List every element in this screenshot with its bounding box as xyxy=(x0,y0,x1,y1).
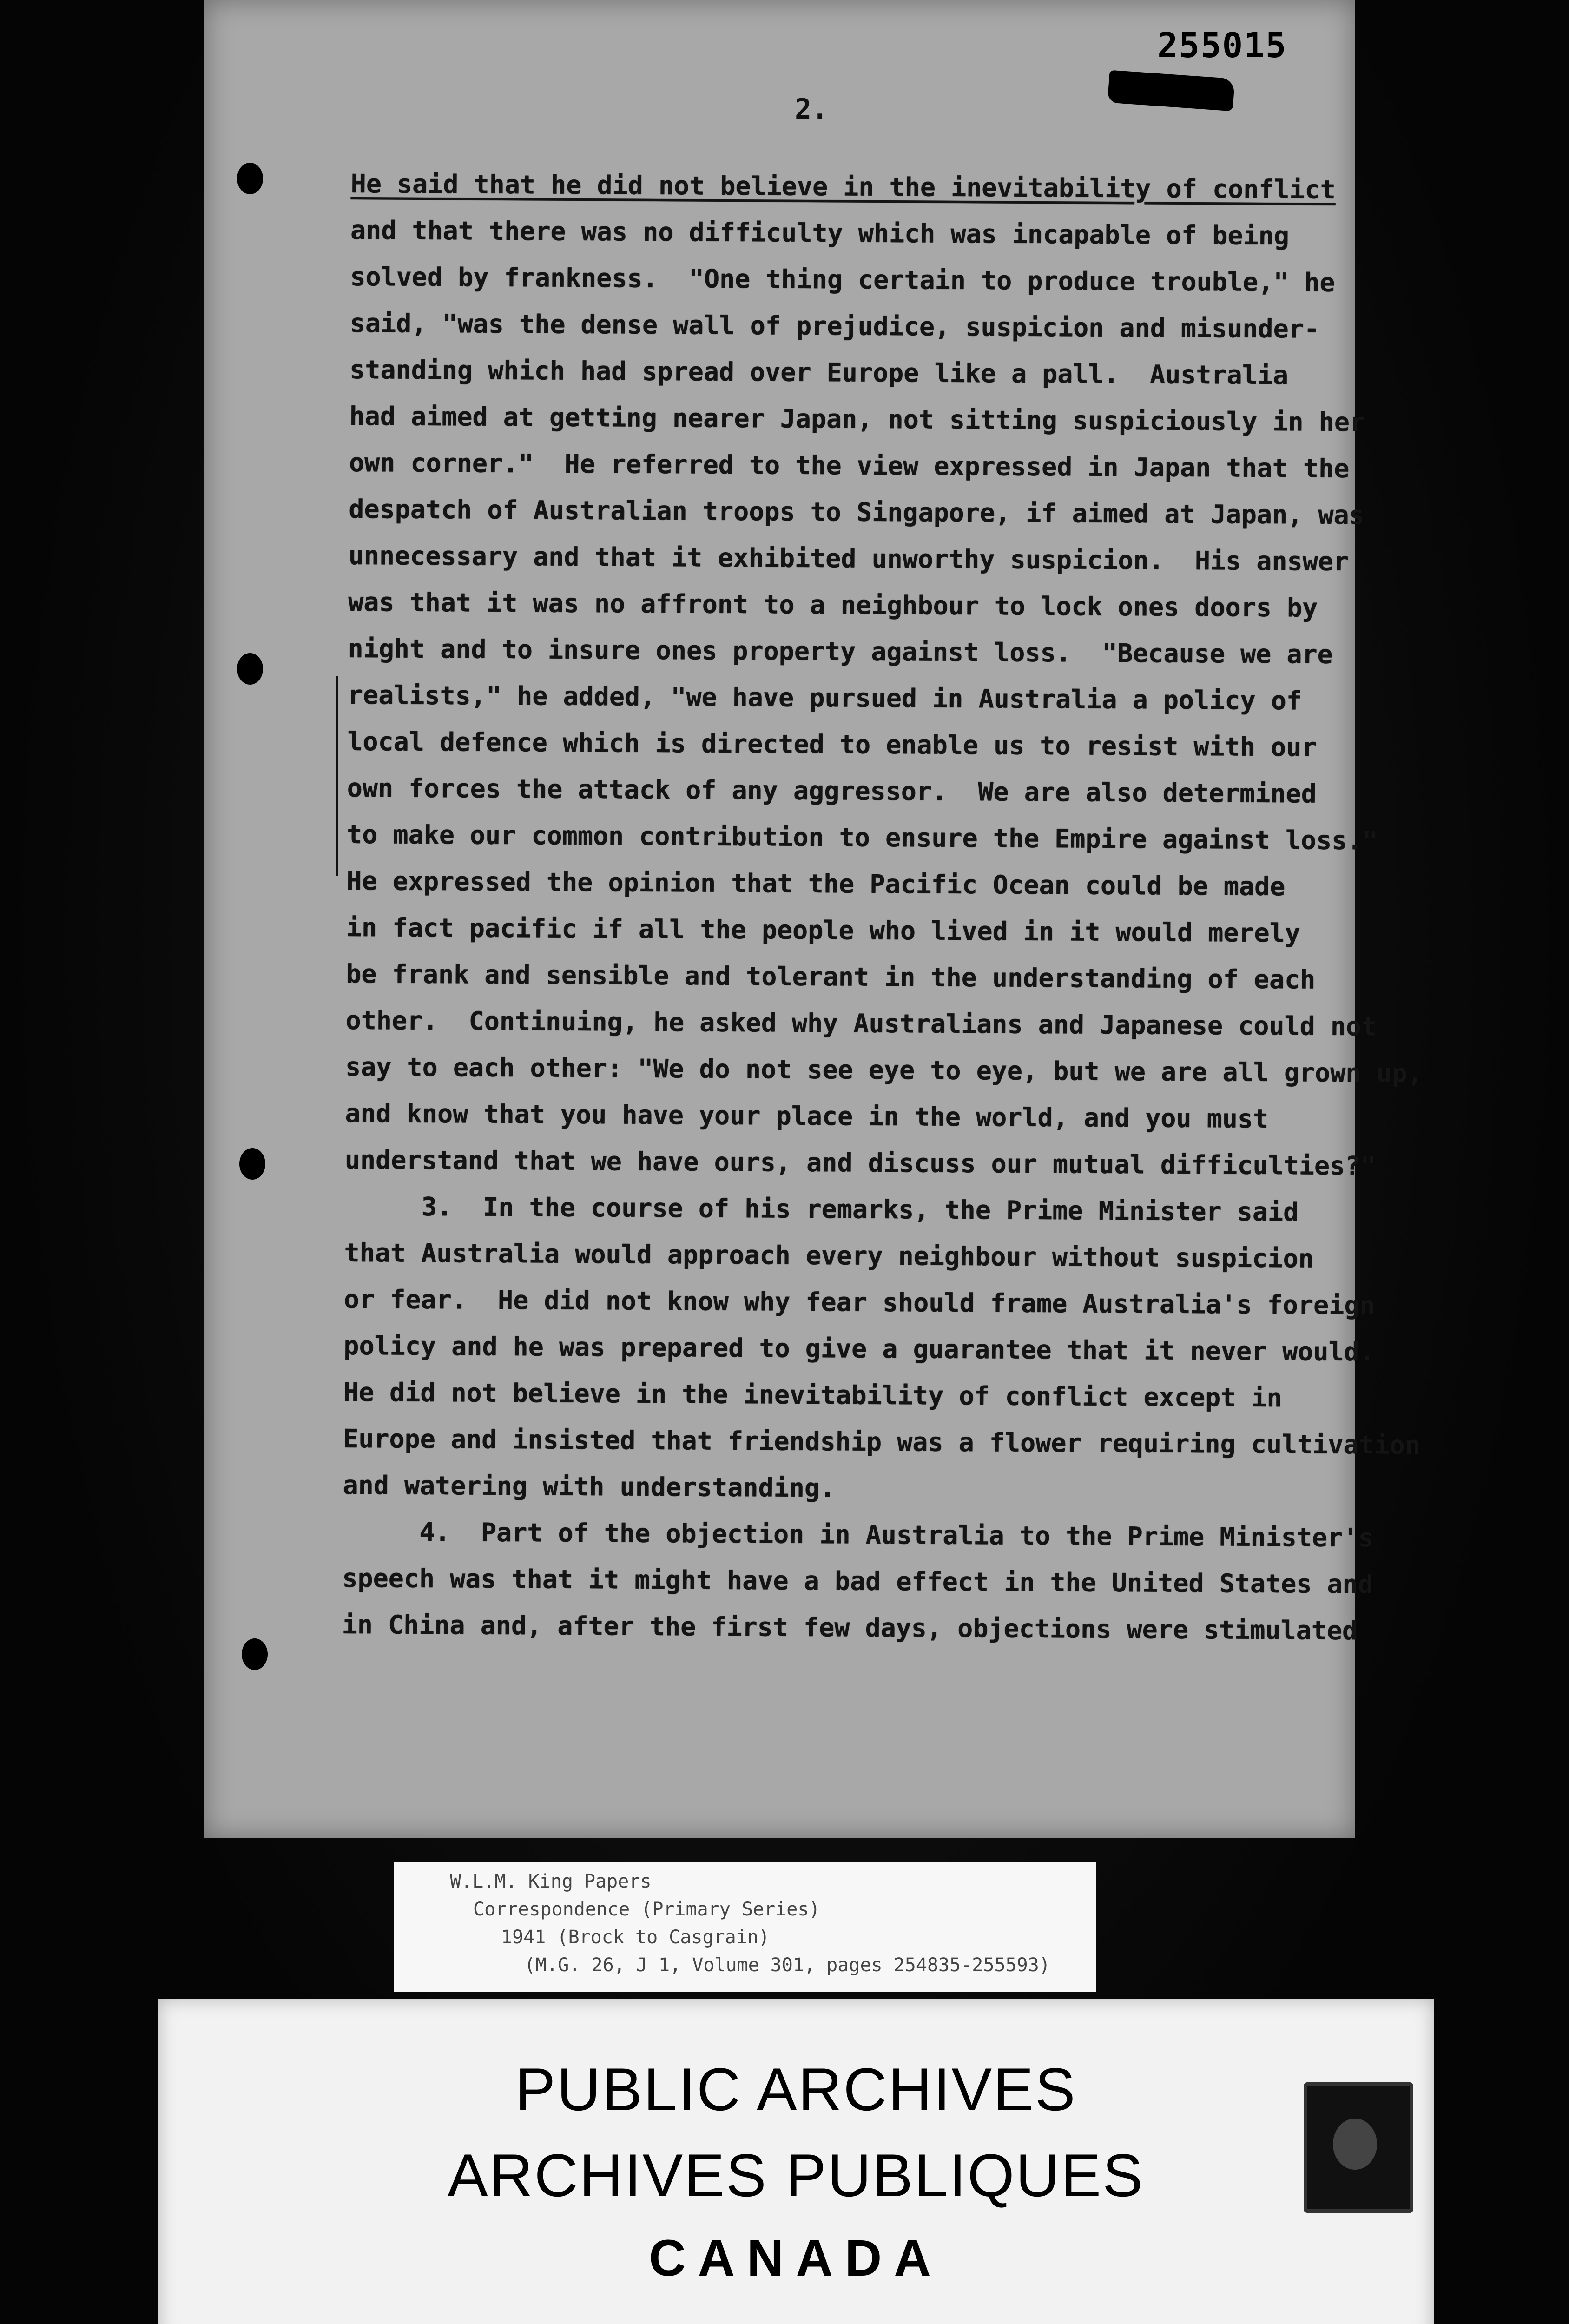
text-line: own corner." He referred to the view expressed in Japan that the xyxy=(349,447,1350,484)
text-line: to make our common contribution to ensure the Empire against loss." xyxy=(346,819,1378,856)
text-line: and watering with understanding. xyxy=(343,1470,836,1503)
text-line: unnecessary and that it exhibited unworthy suspicion. His answer xyxy=(348,540,1349,577)
index-card-title: W.L.M. King Papers xyxy=(450,1871,652,1892)
text-line: was that it was no affront to a neighbour to lock ones doors by xyxy=(348,587,1318,623)
text-line: understand that we have ours, and discuss our mutual difficulties?" xyxy=(344,1144,1376,1181)
text-line: 3. In the course of his remarks, the Prime Minister said xyxy=(344,1191,1299,1227)
text-line: or fear. He did not know why fear should frame Australia's foreign xyxy=(343,1284,1375,1320)
archives-label-english: PUBLIC ARCHIVES xyxy=(515,2055,1077,2123)
index-card-series: Correspondence (Primary Series) xyxy=(473,1899,820,1920)
text-line: realists," he added, "we have pursued in Australia a policy of xyxy=(347,680,1302,716)
index-card-reference: (M.G. 26, J 1, Volume 301, pages 254835-255593) xyxy=(524,1954,1050,1976)
text-line: and know that you have your place in the world, and you must xyxy=(345,1098,1269,1134)
archives-label-country: CANADA xyxy=(649,2230,943,2287)
punch-hole xyxy=(237,653,263,685)
text-line: speech was that it might have a bad effect in the United States and xyxy=(342,1563,1374,1599)
text-line: 4. Part of the objection in Australia to the Prime Minister's xyxy=(342,1516,1374,1553)
archives-label-french: ARCHIVES PUBLIQUES xyxy=(448,2141,1144,2209)
text-line: night and to insure ones property against loss. "Because we are xyxy=(348,633,1333,669)
text-line: and that there was no difficulty which was incapable of being xyxy=(350,215,1290,251)
text-line: He expressed the opinion that the Pacific Ocean could be made xyxy=(346,865,1286,902)
index-card xyxy=(394,1862,1096,1992)
archives-emblem-icon xyxy=(1304,2082,1413,2213)
text-line: He did not believe in the inevitability of conflict except in xyxy=(343,1377,1282,1413)
typed-text-body xyxy=(342,160,1423,1654)
index-card-year: 1941 (Brock to Casgrain) xyxy=(501,1927,770,1948)
text-line: in fact pacific if all the people who lived in it would merely xyxy=(346,912,1301,948)
punch-hole xyxy=(239,1148,265,1180)
text-line: policy and he was prepared to give a guarantee that it never would. xyxy=(343,1330,1375,1367)
text-line: He said that he did not believe in the inevitability of conflict xyxy=(350,168,1336,205)
punch-hole xyxy=(242,1638,268,1670)
text-line: standing which had spread over Europe like a pall. Australia xyxy=(349,354,1289,390)
text-line: that Australia would approach every neighbour without suspicion xyxy=(344,1237,1314,1274)
punch-hole xyxy=(237,163,263,194)
margin-line xyxy=(336,676,338,876)
text-line: be frank and sensible and tolerant in the understanding of each xyxy=(346,958,1316,995)
text-line: solved by frankness. "One thing certain to produce trouble," he xyxy=(350,261,1335,297)
text-line: Europe and insisted that friendship was a flower requiring cultivation xyxy=(343,1423,1421,1460)
text-line: in China and, after the first few days, objections were stimulated xyxy=(342,1609,1358,1646)
page-number: 255015 xyxy=(1157,26,1287,66)
sheet-number: 2. xyxy=(795,93,829,125)
text-line: despatch of Australian troops to Singapore, if aimed at Japan, was xyxy=(349,494,1365,530)
text-line: had aimed at getting nearer Japan, not sitting suspiciously in her xyxy=(349,401,1365,437)
archives-label xyxy=(158,1999,1434,2324)
text-line: own forces the attack of any aggressor. We are also determined xyxy=(347,772,1317,809)
text-line: other. Continuing, he asked why Australians and Japanese could not xyxy=(345,1005,1377,1042)
text-line: local defence which is directed to enable us to resist with our xyxy=(347,726,1317,762)
text-line: say to each other: "We do not see eye to eye, but we are all grown up, xyxy=(345,1051,1423,1089)
text-line: said, "was the dense wall of prejudice, suspicion and misunder- xyxy=(349,308,1320,344)
